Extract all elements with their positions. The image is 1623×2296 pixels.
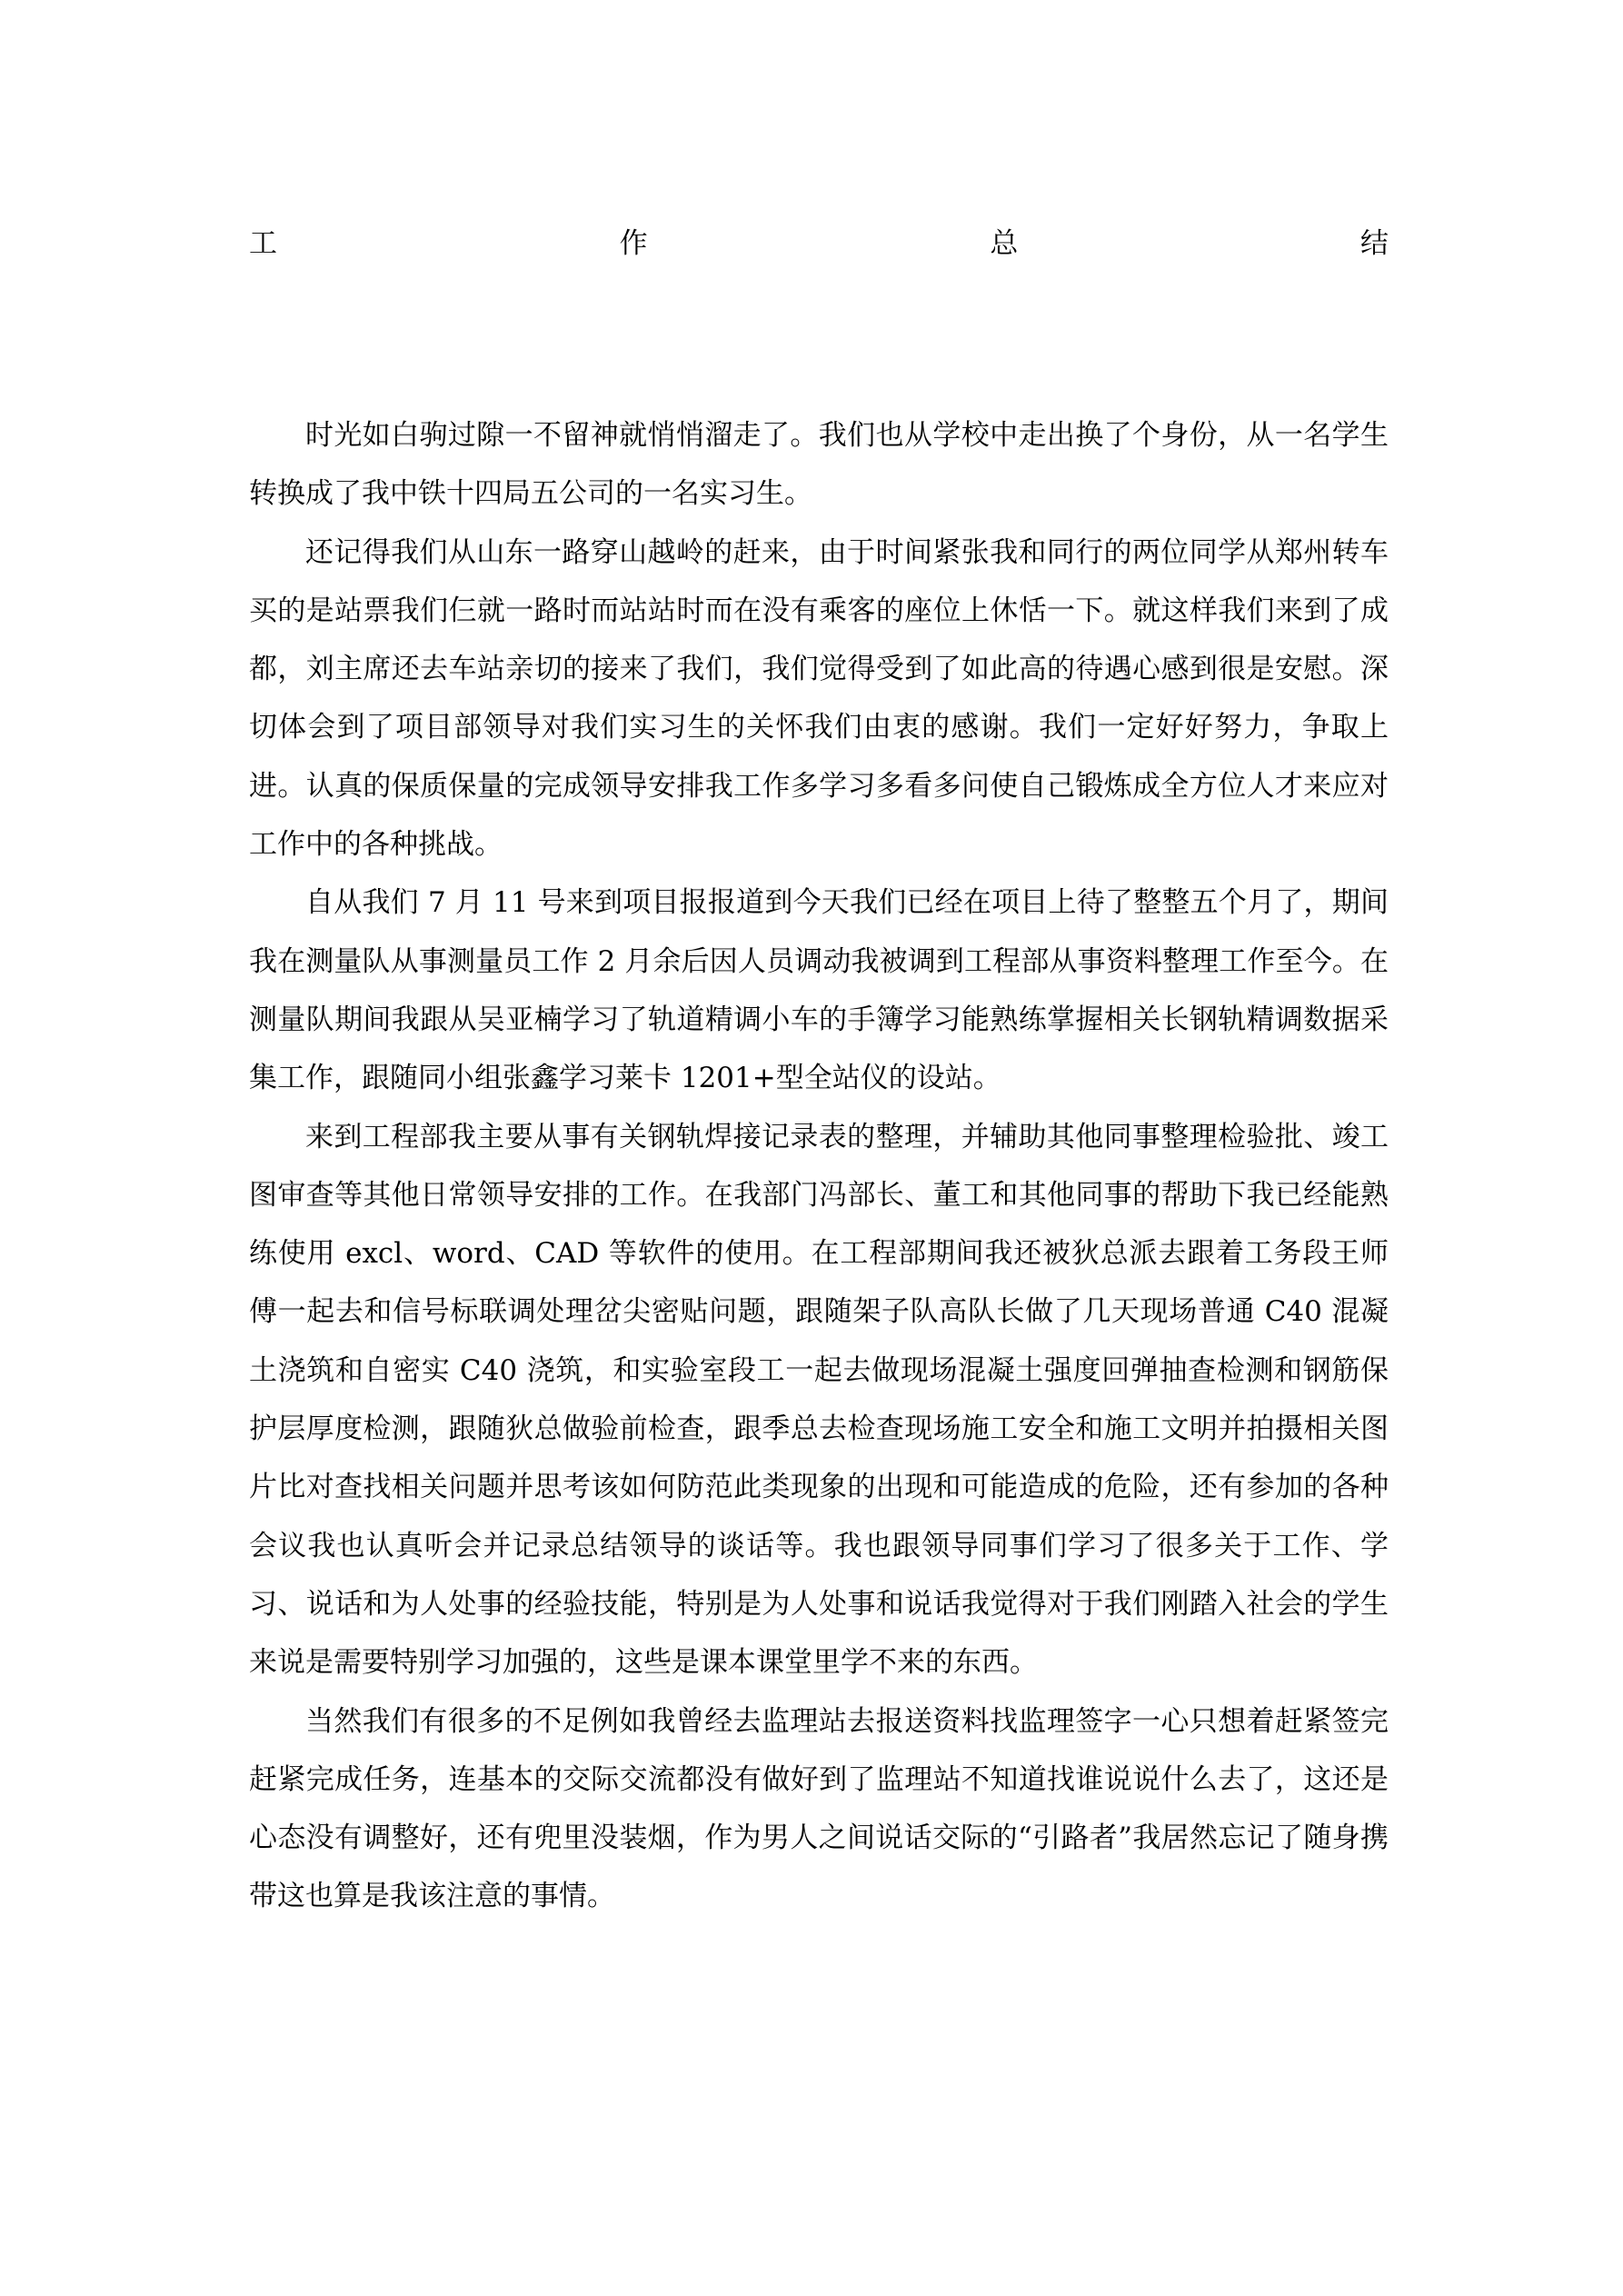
paragraph-5: 当然我们有很多的不足例如我曾经去监理站去报送资料找监理签字一心只想着赶紧签完赶紧完成任务，连基本的交际交流都没有做好到了监理站不知道找谁说说什么去了，这还是心态没有调整好，还有兜里没装烟，作为男人之间说话交际的“引路者”我居然忘记了随身携带这也算是我该注意的事情。 (249, 1704, 1389, 1913)
document-body (249, 406, 1389, 1926)
paragraph-2: 还记得我们从山东一路穿山越岭的赶来，由于时间紧张我和同行的两位同学从郑州转车买的是站票我们仨就一路时而站站时而在没有乘客的座位上休恬一下。就这样我们来到了成都，刘主席还去车站亲切的接来了我们，我们觉得受到了如此高的待遇心感到很是安慰。深切体会到了项目部领导对我们实习生的关怀我们由衷的感谢。我们一定好好努力，争取上进。认真的保质保量的完成领导安排我工作多学习多看多问使自己锻炼成全方位人才来应对工作中的各种挑战。 (249, 535, 1389, 862)
title-char-1: 工 (249, 227, 277, 260)
paragraph-1: 时光如白驹过隙一不留神就悄悄溜走了。我们也从学校中走出换了个身份，从一名学生转换成了我中铁十四局五公司的一名实习生。 (249, 419, 1389, 511)
paragraph-4: 来到工程部我主要从事有关钢轨焊接记录表的整理，并辅助其他同事整理检验批、竣工图审查等其他日常领导安排的工作。在我部门冯部长、董工和其他同事的帮助下我已经能熟练使用 excl、word、CAD 等软件的使用。在工程部期间我还被狄总派去跟着工务段王师傅一起去和信号标联调处理岔尖密贴问题，跟随架子队高队长做了几天现场普通 C40 混凝土浇筑和自密实 C40 浇筑，和实验室段工一起去做现场混凝土强度回弹抽查检测和钢筋保护层厚度检测，跟随狄总做验前检查，跟季总去检查现场施工安全和施工文明并拍摄相关图片比对查找相关问题并思考该如何防范此类现象的出现和可能造成的危险，还有参加的各种会议我也认真听会并记录总结领导的谈话等。我也跟领导同事们学习了很多关于工作、学习、说话和为人处事的经验技能，特别是为人处事和说话我觉得对于我们刚踏入社会的学生来说是需要特别学习加强的，这些是课本课堂里学不来的东西。 (249, 1120, 1389, 1680)
title-char-3: 总 (990, 227, 1019, 260)
document-title (249, 216, 1389, 271)
title-char-4: 结 (1359, 227, 1389, 260)
title-char-2: 作 (619, 227, 648, 260)
paragraph-3: 自从我们 7 月 11 号来到项目报报道到今天我们已经在项目上待了整整五个月了，期间我在测量队从事测量员工作 2 月余后因人员调动我被调到工程部从事资料整理工作至今。在测量队期间我跟从吴亚楠学习了轨道精调小车的手簿学习能熟练掌握相关长钢轨精调数据采集工作，跟随同小组张鑫学习莱卡 1201+型全站仪的设站。 (249, 886, 1389, 1095)
